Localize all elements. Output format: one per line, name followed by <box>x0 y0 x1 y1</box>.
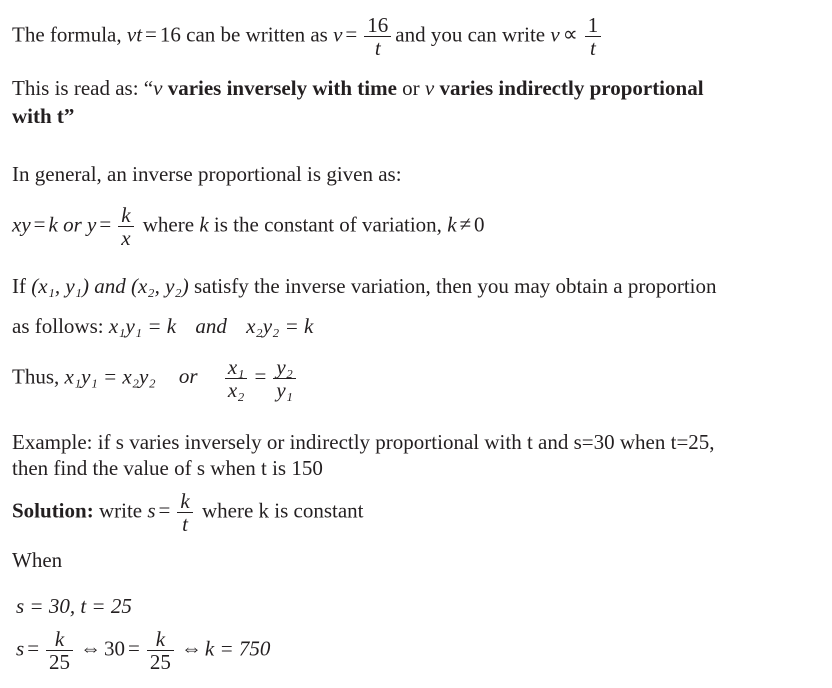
iff-arrow: ⇔ <box>180 636 202 661</box>
denominator: x <box>118 226 133 249</box>
general-statement: In general, an inverse proportional is given as: <box>12 162 402 186</box>
numerator: 16 <box>367 13 389 37</box>
equals-sign: = <box>158 498 171 523</box>
math-k: k <box>48 212 58 237</box>
fraction-k-over-x <box>118 204 133 249</box>
math-pair-1: (x₁, y₁) <box>31 274 89 298</box>
numerator: y₂ <box>276 355 293 379</box>
equals-sign: = <box>145 22 157 47</box>
example-line-1: Example: if s varies inversely or indirectly proportional with t and s=30 when t=25, <box>12 430 715 454</box>
denominator: 25 <box>46 650 73 673</box>
denominator: 25 <box>147 650 174 673</box>
proportional-sign: ∝ <box>562 22 578 47</box>
fraction-16-over-t <box>364 14 391 59</box>
numerator: x₁ <box>227 355 245 379</box>
solution-line <box>12 490 364 535</box>
text: satisfy the inverse variation, then you may obtain a proportion <box>193 274 717 298</box>
iff-arrow: ⇔ <box>80 636 102 661</box>
equals-sign: = <box>254 364 267 389</box>
math-x2y2-equals-k: x₂y₂ = k <box>246 314 314 338</box>
denominator: t <box>177 512 192 535</box>
math-s: s <box>16 636 25 661</box>
text: where <box>142 212 195 237</box>
text: as follows: <box>12 314 104 338</box>
math-x1y1-equals-k: x₁y₁ = k <box>108 314 177 338</box>
equals-sign: = <box>128 636 140 661</box>
text: is the constant of variation, <box>213 212 442 237</box>
math-or: or <box>63 212 82 237</box>
math-v: v <box>153 76 163 100</box>
math-pair-2: (x₂, y₂) <box>130 274 189 298</box>
example-line-2: then find the value of s when t is 150 <box>12 456 323 480</box>
not-equal-sign: ≠ <box>459 212 472 237</box>
math-y: y <box>87 212 97 237</box>
math-result: k = 750 <box>204 636 271 661</box>
math-30: 30 <box>104 636 126 661</box>
math-and: and <box>195 314 227 338</box>
thus-line <box>12 356 300 401</box>
math-equality: x₁y₁ = x₂y₂ <box>64 364 156 389</box>
bold-text: varies inversely with time <box>167 76 397 100</box>
math-and: and <box>94 274 126 298</box>
math-zero: 0 <box>474 212 485 237</box>
text: write <box>98 498 143 523</box>
read-as-line-continued: with t” <box>12 104 75 128</box>
numerator: k <box>54 627 65 651</box>
text: where k is constant <box>201 498 364 523</box>
math-or: or <box>178 364 198 389</box>
math-v: v <box>424 76 435 100</box>
denominator: t <box>364 36 391 59</box>
text: The formula, <box>12 22 122 47</box>
equals-sign: = <box>99 212 112 237</box>
text: and you can write <box>395 22 546 47</box>
final-computation-line <box>16 628 270 673</box>
math-s: s <box>147 498 156 523</box>
solution-label: Solution: <box>12 498 94 523</box>
text: This is read as: “ <box>12 76 154 100</box>
numerator: k <box>121 203 131 227</box>
text: can be written as <box>186 22 328 47</box>
math-k: k <box>199 212 209 237</box>
fraction-k-over-25 <box>147 628 174 673</box>
fraction-k-over-25 <box>46 628 73 673</box>
inverse-formula-line <box>12 204 485 249</box>
when-label: When <box>12 548 63 572</box>
given-values: s = 30, t = 25 <box>16 594 132 618</box>
denominator: t <box>585 36 602 59</box>
fraction-y2-over-y1 <box>273 356 296 401</box>
formula-intro-line <box>12 14 605 59</box>
math-16: 16 <box>159 22 181 47</box>
numerator: k <box>180 489 190 513</box>
if-pairs-line <box>12 274 717 298</box>
equals-sign: = <box>27 636 40 661</box>
math-v: v <box>550 22 560 47</box>
equals-sign: = <box>33 212 46 237</box>
math-v: v <box>333 22 343 47</box>
math-k: k <box>447 212 457 237</box>
text: Thus, <box>12 364 60 389</box>
read-as-line <box>12 76 704 100</box>
numerator: k <box>155 627 166 651</box>
text: or <box>402 76 420 100</box>
numerator: 1 <box>587 13 599 37</box>
text: If <box>12 274 26 298</box>
as-follows-line <box>12 314 313 338</box>
denominator: x₂ <box>225 378 248 401</box>
math-vt: vt <box>126 22 143 47</box>
fraction-k-over-t <box>177 490 192 535</box>
math-xy: xy <box>12 212 31 237</box>
fraction-x1-over-x2 <box>225 356 248 401</box>
denominator: y₁ <box>273 378 296 401</box>
fraction-1-over-t <box>585 14 602 59</box>
equals-sign: = <box>345 22 358 47</box>
bold-text: varies indirectly proportional <box>439 76 704 100</box>
